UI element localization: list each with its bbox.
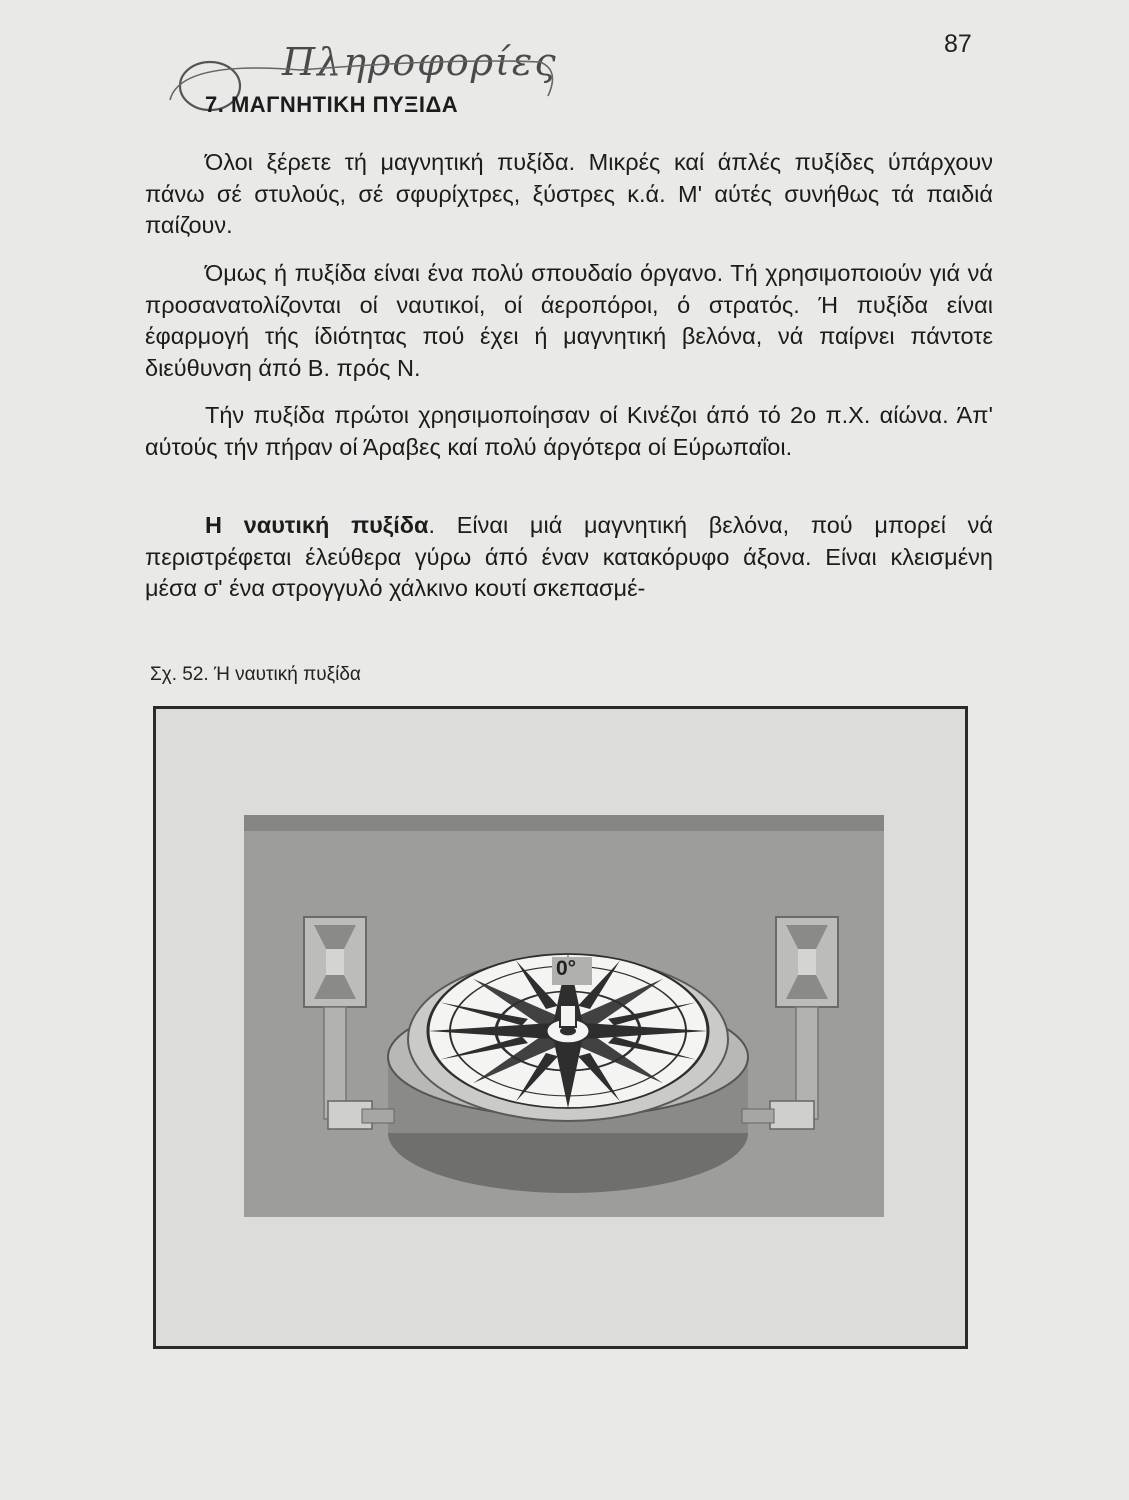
compass-figure xyxy=(153,706,968,1349)
compass-illustration xyxy=(156,709,968,1349)
paragraph-intro: Όλοι ξέρετε τή μαγνητική πυξίδα. Μικρές καί άπλές πυξίδες ύπάρχουν πάνω σέ στυλούς, σέ σφυρίχτρες, ξύστρες κ.ά. Μ' αύτές συνήθως τά παιδιά παίζουν. xyxy=(145,149,993,238)
page-number: 87 xyxy=(944,30,972,58)
handwritten-circle xyxy=(0,0,1129,140)
paragraph-history: Τήν πυξίδα πρώτοι χρησιμοποίησαν οί Κινέζοι άπό τό 2ο π.Χ. αίώνα. Άπ' αύτούς τήν πήραν οί Άραβες καί πολύ άργότερα οί Εύρωπαΐοι. xyxy=(145,402,993,460)
nautical-compass-description: . Είναι μιά μαγνητική βελόνα, πού μπορεί νά περιστρέφεται έλεύθερα γύρω άπό έναν κατακόρυφο άξονα. Είναι κλεισμένη μέσα σ' ένα στρογγυλό χάλκινο κουτί σκεπασμέ- xyxy=(145,512,993,601)
figure-caption: Σχ. 52. Ή ναυτική πυξίδα xyxy=(150,664,361,685)
nautical-compass-term: Η ναυτική πυξίδα xyxy=(205,512,429,538)
handwritten-note: Πληροφορίες xyxy=(282,40,558,84)
paragraph-nautical-compass xyxy=(145,510,993,605)
pivot-cap xyxy=(560,1005,576,1027)
paragraph-importance: Όμως ή πυξίδα είναι ένα πολύ σπουδαίο όργανο. Τή χρησιμοποιούν γιά νά προσανατολίζονται οί ναυτικοί, οί άεροπόροι, ό στρατός. Ή πυξίδα είναι έφαρμογή τής ίδιότητας πού έχει ή μαγνητική βελόνα, νά παίρνει πάντοτε διεύθυνση άπό Β. πρός Ν. xyxy=(145,260,993,381)
zero-degree-label: 0° xyxy=(556,957,577,980)
section-heading: 7. ΜΑΓΝΗΤΙΚΗ ΠΥΞΙΔΑ xyxy=(205,92,459,117)
